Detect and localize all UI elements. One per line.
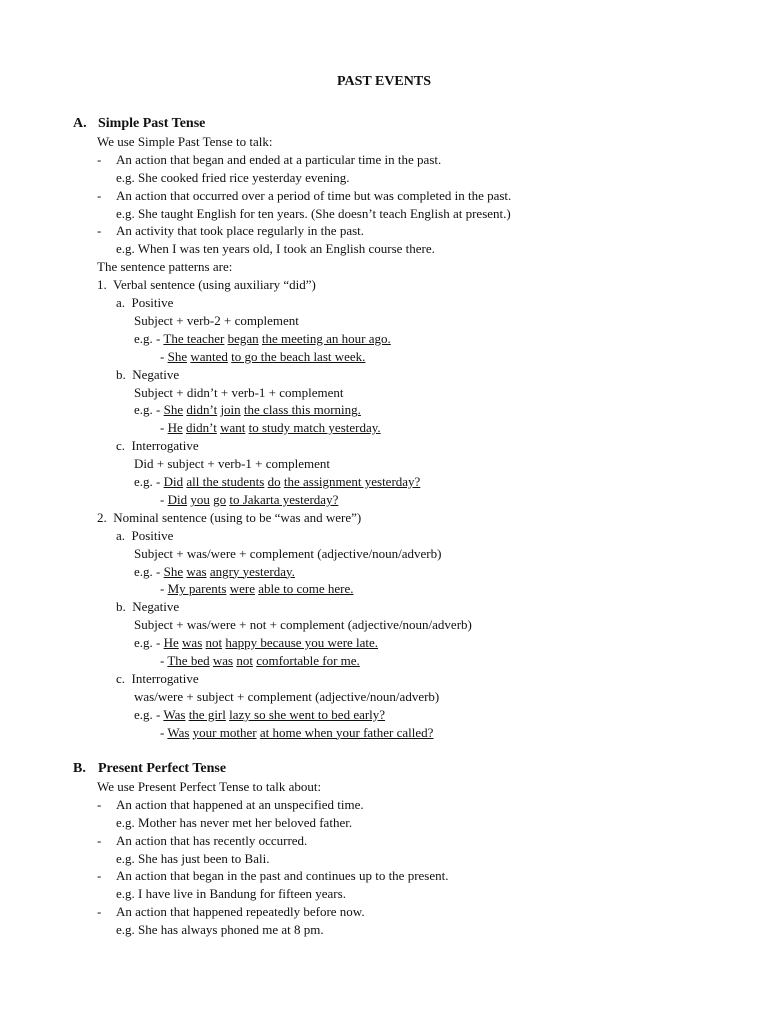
section-title: Simple Past Tense	[98, 116, 206, 131]
example-sentence	[160, 419, 381, 437]
example-sentence	[160, 348, 365, 366]
bullet-dash: -	[97, 223, 102, 239]
plain-part: e.g. -	[134, 402, 164, 418]
underlined-part: do	[267, 474, 281, 489]
example-sentence	[134, 330, 391, 348]
underlined-part: the girl	[188, 706, 226, 722]
text-line: We use Simple Past Tense to talk:	[97, 133, 273, 149]
underlined-part: to Jakarta yesterday?	[229, 491, 339, 507]
example-sentence	[134, 473, 420, 491]
plain-part: e.g. -	[134, 474, 164, 489]
example-sentence	[134, 563, 295, 581]
underlined-part: Was	[167, 724, 190, 740]
underlined-part: wanted	[190, 348, 228, 364]
bullet-dash: -	[97, 187, 102, 203]
underlined-part: go	[213, 491, 227, 507]
underlined-part: your mother	[192, 724, 257, 740]
underlined-part: able to come here.	[258, 581, 354, 597]
plain-part: e.g. -	[134, 563, 164, 579]
plain-part: e.g. -	[134, 706, 164, 722]
underlined-part: to study match yesterday.	[248, 420, 381, 436]
text-line: An action that has recently occurred.	[116, 832, 308, 848]
text-line: a. Positive	[116, 527, 174, 543]
text-line: e.g. She has just been to Bali.	[116, 850, 270, 866]
underlined-part: lazy so she went to bed early?	[229, 706, 386, 722]
underlined-part: want	[220, 420, 246, 436]
underlined-part: the assignment yesterday?	[283, 474, 421, 489]
underlined-part: didn’t	[186, 420, 217, 436]
underlined-part: was	[186, 563, 207, 579]
example-sentence	[134, 401, 361, 419]
example-sentence	[160, 580, 354, 598]
underlined-part: happy because you were late.	[225, 635, 379, 651]
text-line: An action that happened at an unspecified time.	[116, 796, 364, 812]
plain-part: -	[160, 348, 168, 364]
bullet-dash: -	[97, 796, 102, 812]
plain-part: -	[160, 491, 168, 507]
bullet-dash: -	[97, 868, 102, 884]
underlined-part: He	[167, 420, 183, 436]
example-sentence	[160, 724, 433, 742]
underlined-part: at home when your father called?	[259, 724, 434, 740]
page-title: PAST EVENTS	[336, 74, 431, 89]
underlined-part: She	[167, 348, 188, 364]
text-line: b. Negative	[116, 366, 180, 382]
text-line: An action that began and ended at a particular time in the past.	[116, 151, 442, 167]
plain-part: -	[160, 420, 168, 436]
text-line: Subject + was/were + complement (adjective/noun/adverb)	[134, 545, 442, 561]
text-line: An action that occurred over a period of time but was completed in the past.	[116, 187, 512, 203]
text-line: Did + subject + verb-1 + complement	[134, 456, 331, 472]
underlined-part: the meeting an hour ago.	[261, 330, 391, 346]
example-sentence	[160, 491, 338, 509]
underlined-part: He	[163, 635, 179, 651]
text-line: Subject + was/were + not + complement (adjective/noun/adverb)	[134, 617, 472, 633]
section-title: Present Perfect Tense	[98, 761, 227, 776]
text-line: We use Present Perfect Tense to talk about:	[97, 778, 322, 794]
underlined-part: Was	[163, 706, 186, 722]
text-line: e.g. She cooked fried rice yesterday evening.	[116, 169, 350, 185]
underlined-part: She	[163, 402, 184, 418]
text-line: An action that happened repeatedly before now.	[116, 904, 365, 920]
underlined-part: Did	[163, 474, 184, 489]
text-line: e.g. She taught English for ten years. (She doesn’t teach English at present.)	[116, 205, 511, 221]
text-line: Subject + verb-2 + complement	[134, 312, 299, 328]
text-line: c. Interrogative	[116, 438, 199, 454]
text-line: e.g. Mother has never met her beloved father.	[116, 814, 353, 830]
underlined-part: The teacher	[163, 330, 225, 346]
bullet-dash: -	[97, 904, 102, 920]
plain-part: -	[160, 724, 168, 740]
section-letter: A.	[73, 116, 87, 131]
text-line: a. Positive	[116, 295, 174, 310]
section-letter: B.	[73, 761, 86, 776]
plain-part: -	[160, 581, 168, 597]
underlined-part: She	[163, 563, 184, 579]
text-line: b. Negative	[116, 599, 180, 615]
plain-part: -	[160, 653, 168, 668]
text-line: Subject + didn’t + verb-1 + complement	[134, 384, 344, 400]
text-line: An activity that took place regularly in the past.	[116, 223, 365, 239]
bullet-dash: -	[97, 832, 102, 848]
underlined-part: the class this morning.	[243, 402, 361, 418]
underlined-part: comfortable for me.	[256, 653, 360, 668]
example-sentence	[134, 634, 378, 652]
example-sentence	[160, 652, 360, 670]
underlined-part: not	[205, 635, 223, 651]
underlined-part: Did	[167, 491, 188, 507]
underlined-part: My parents	[167, 581, 227, 597]
example-sentence	[134, 706, 385, 724]
underlined-part: join	[220, 402, 241, 418]
bullet-dash: -	[97, 151, 102, 167]
text-line: An action that began in the past and continues up to the present.	[116, 868, 449, 884]
underlined-part: The bed	[167, 653, 210, 668]
underlined-part: began	[227, 330, 259, 346]
underlined-part: didn’t	[186, 402, 218, 418]
text-line: e.g. She has always phoned me at 8 pm.	[116, 922, 324, 938]
underlined-part: you	[190, 491, 210, 507]
text-line: c. Interrogative	[116, 670, 199, 686]
plain-part: e.g. -	[134, 635, 164, 651]
underlined-part: were	[229, 581, 255, 597]
plain-part: e.g. -	[134, 330, 164, 346]
text-line: e.g. I have live in Bandung for fifteen years.	[116, 886, 346, 902]
underlined-part: angry yesterday.	[209, 563, 295, 579]
underlined-part: was	[182, 635, 203, 651]
text-line: was/were + subject + complement (adjective/noun/adverb)	[134, 688, 440, 704]
text-line: The sentence patterns are:	[97, 259, 233, 275]
text-line: e.g. When I was ten years old, I took an English course there.	[116, 241, 435, 257]
underlined-part: to go the beach last week.	[231, 348, 366, 364]
underlined-part: was	[212, 653, 234, 668]
text-line: 1. Verbal sentence (using auxiliary “did”)	[97, 277, 316, 293]
underlined-part: all the students	[186, 474, 265, 489]
underlined-part: not	[236, 653, 253, 668]
text-line: 2. Nominal sentence (using to be “was and were”)	[97, 509, 362, 525]
